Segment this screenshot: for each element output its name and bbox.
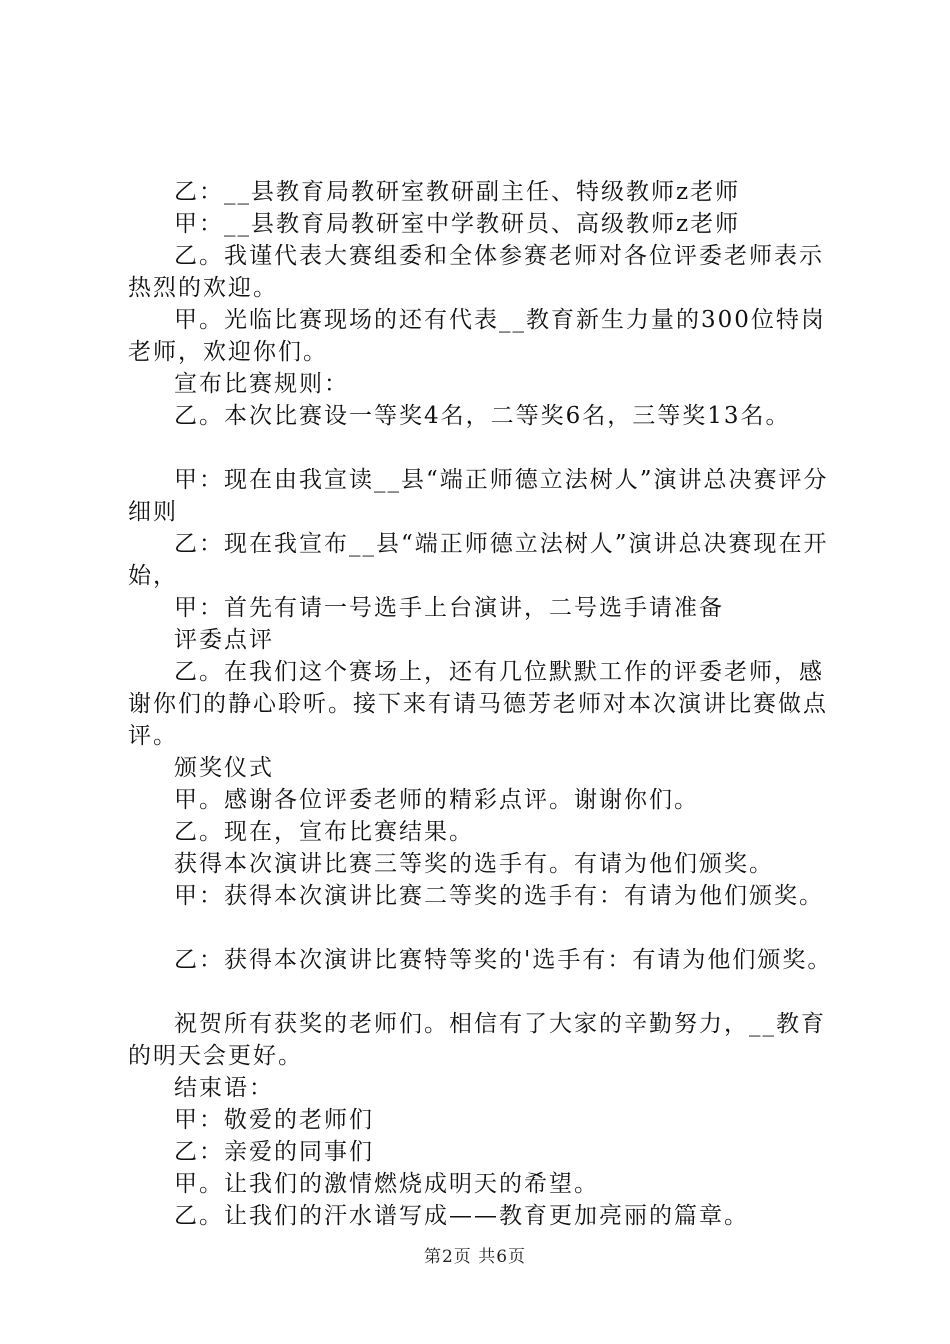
paragraph-closing-1: 甲：敬爱的老师们: [174, 1107, 374, 1133]
paragraph-special-prize: 乙：获得本次演讲比赛特等奖的'选手有：有请为他们颁奖。: [174, 947, 833, 973]
blank-line: [128, 912, 848, 944]
paragraph-closing-3: 甲。让我们的激情燃烧成明天的希望。: [174, 1171, 599, 1197]
section-heading-ceremony: 颁奖仪式: [174, 755, 274, 781]
paragraph-first-contestant: 甲：首先有请一号选手上台演讲，二号选手请准备: [174, 595, 724, 621]
paragraph-review: 乙。在我们这个赛场上，还有几位默默工作的评委老师，感谢你们的静心聆听。接下来有请马德芳老师对本次演讲比赛做点评。: [128, 659, 828, 749]
page-number: 第2页 共6页: [423, 1247, 527, 1267]
paragraph-introduce-judge-1: 乙：__县教育局教研室教研副主任、特级教师z老师: [174, 179, 741, 205]
paragraph-congratulations: 祝贺所有获奖的老师们。相信有了大家的辛勤努力，__教育的明天会更好。: [128, 1011, 826, 1069]
paragraph-start-announcement: 乙：现在我宣布__县“端正师德立法树人”演讲总决赛现在开始，: [128, 531, 829, 589]
paragraph-introduce-judge-2: 甲：__县教育局教研室中学教研员、高级教师z老师: [174, 211, 741, 237]
paragraph-welcome-judges: 乙。我谨代表大赛组委和全体参赛老师对各位评委老师表示热烈的欢迎。: [128, 243, 824, 301]
blank-line: [128, 976, 848, 1008]
paragraph-welcome-teachers: 甲。光临比赛现场的还有代表__教育新生力量的300位特岗老师，欢迎你们。: [128, 307, 826, 365]
section-heading-review: 评委点评: [174, 627, 274, 653]
section-heading-rules: 宣布比赛规则：: [174, 371, 349, 397]
document-body: [128, 176, 848, 1232]
paragraph-third-prize: 获得本次演讲比赛三等奖的选手有。有请为他们颁奖。: [174, 851, 774, 877]
section-heading-closing: 结束语：: [174, 1075, 274, 1101]
paragraph-awards-count: 乙。本次比赛设一等奖4名，二等奖6名，三等奖13名。: [174, 403, 791, 429]
paragraph-closing-4: 乙。让我们的汗水谱写成——教育更加亮丽的篇章。: [174, 1203, 749, 1229]
paragraph-closing-2: 乙：亲爱的同事们: [174, 1139, 374, 1165]
paragraph-announce-results: 乙。现在，宣布比赛结果。: [174, 819, 474, 845]
paragraph-scoring-rules: 甲：现在由我宣读__县“端正师德立法树人”演讲总决赛评分细则: [128, 467, 829, 525]
blank-line: [128, 432, 848, 464]
paragraph-thanks-judges: 甲。感谢各位评委老师的精彩点评。谢谢你们。: [174, 787, 699, 813]
paragraph-second-prize: 甲：获得本次演讲比赛二等奖的选手有：有请为他们颁奖。: [174, 883, 824, 909]
